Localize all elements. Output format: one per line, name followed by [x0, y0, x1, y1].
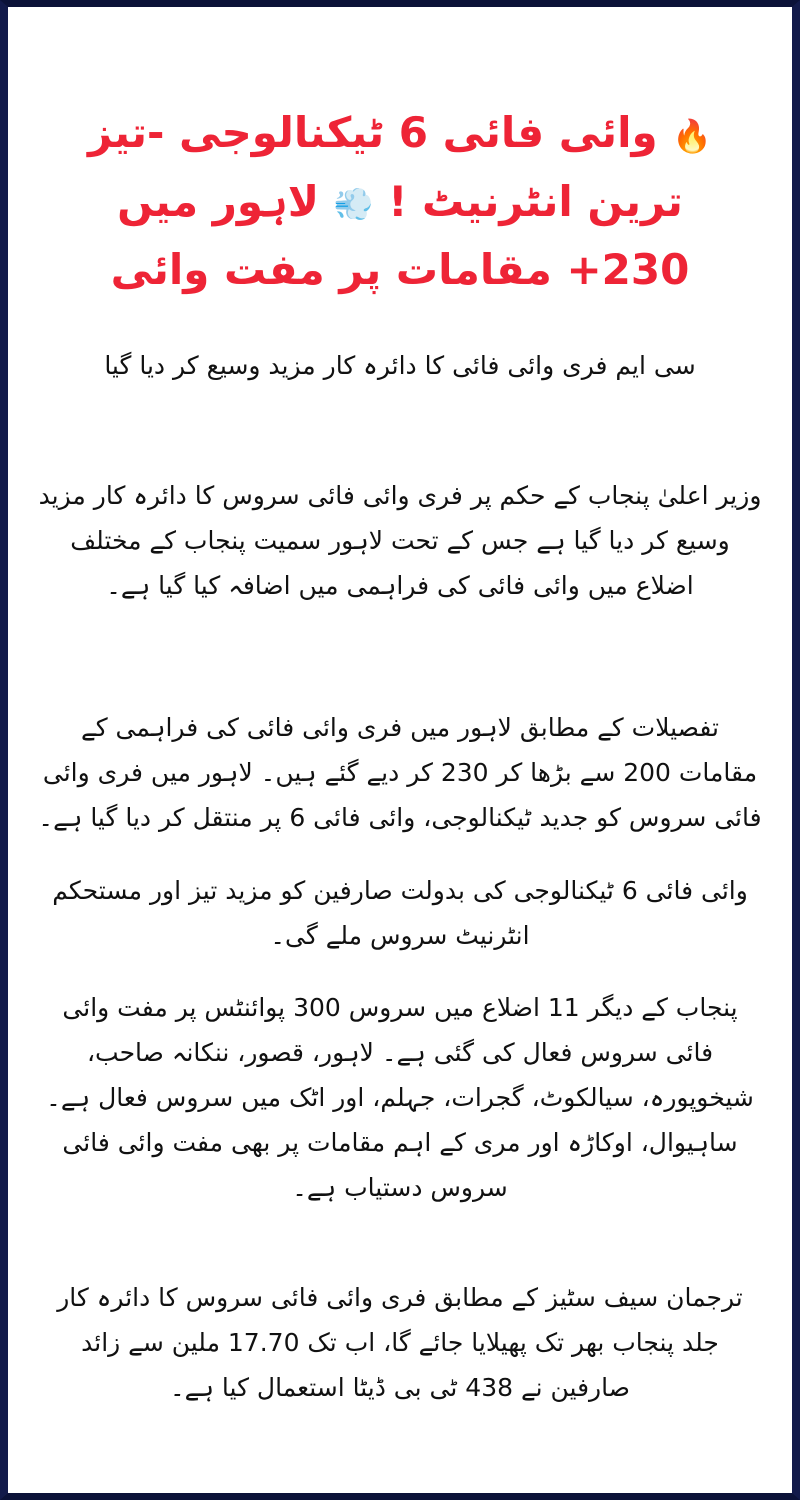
article-paragraph-5: ترجمان سیف سٹیز کے مطابق فری وائی فائی سروس کا دائرہ کار جلد پنجاب بھر تک پھیلایا جائے گا، اب تک 17.70 ملین سے زائد صارفین نے 438 ٹی بی ڈیٹا استعمال کیا ہے۔ [57, 1283, 743, 1402]
article-body [16, 303, 784, 1486]
wind-icon: 💨 [333, 185, 374, 223]
fire-icon: 🔥 [672, 116, 713, 155]
headline-part-1: وائی فائی 6 ٹیکنالوجی -تیز ترین انٹرنیٹ ! [87, 108, 683, 226]
article-paragraph-3: وائی فائی 6 ٹیکنالوجی کی بدولت صارفین کو مزید تیز اور مستحکم انٹرنیٹ سروس ملے گی۔ [52, 876, 748, 950]
headline-part-2: لاہور میں 230+ مقامات پر مفت وائی [110, 176, 690, 294]
article-paragraph-1: وزیر اعلیٰ پنجاب کے حکم پر فری وائی فائی سروس کا دائرہ کار مزید وسیع کر دیا گیا ہے جس کے تحت لاہور سمیت پنجاب کے مختلف اضلاع میں وائی فائی کی فراہمی میں اضافہ کیا گیا ہے۔ [38, 481, 762, 600]
article-paragraph-2: تفصیلات کے مطابق لاہور میں فری وائی فائی کی فراہمی کے مقامات 200 سے بڑھا کر 230 کر دیے گئے ہیں۔ لاہور میں فری وائی فائی سروس کو جدید ٹیکنالوجی، وائی فائی 6 پر منتقل کر دیا گیا ہے۔ [38, 713, 762, 832]
headline-block [16, 14, 784, 304]
article-paragraph-4: پنجاب کے دیگر 11 اضلاع میں سروس 300 پوائنٹس پر مفت وائی فائی سروس فعال کی گئی ہے۔ لاہور، قصور، ننکانہ صاحب، شیخوپورہ، سیالکوٹ، گجرات، جہلم، اور اٹک میں سروس فعال ہے۔ ساہیوال، اوکاڑہ اور مری کے اہم مقامات پر بھی مفت وائی فائی سروس دستیاب ہے۔ [46, 993, 754, 1202]
article-subtitle: سی ایم فری وائی فائی کا دائرہ کار مزید وسیع کر دیا گیا [104, 351, 696, 380]
